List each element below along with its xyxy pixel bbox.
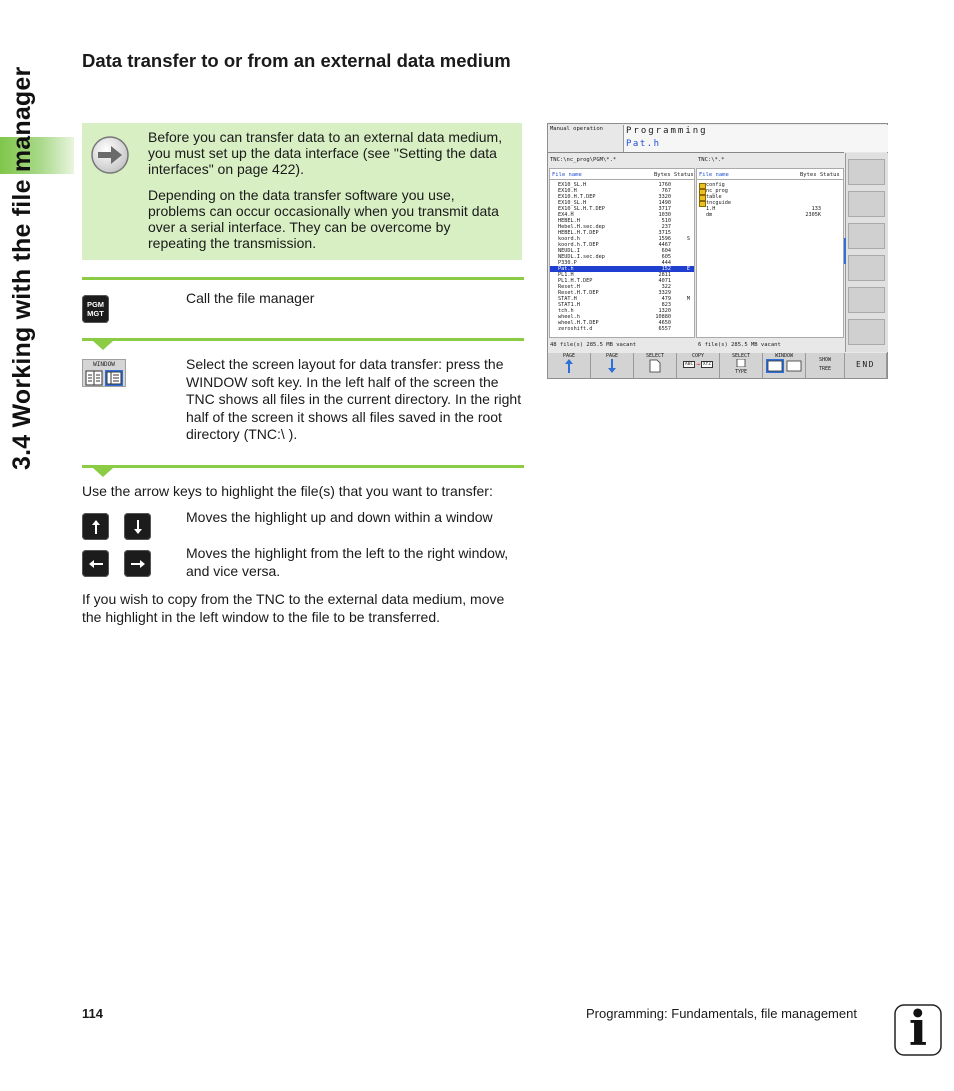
vertical-softkey[interactable] [848,159,885,185]
file-name: wheel.h [558,314,580,320]
file-bytes: 444 [661,260,671,266]
divider-rule [82,338,524,341]
file-name: table [706,194,722,200]
show-tree-label-1: SHOW [818,357,832,363]
file-name: HEBEL.H.T.DEP [558,230,599,236]
file-bytes: 1760 [658,182,671,188]
file-name: EX10_SL.H.T.DEP [558,206,605,212]
arrow-keys-intro: Use the arrow keys to highlight the file(s) that you want to transfer: [82,483,493,499]
window-softkey [82,359,126,387]
arrow-right-icon [130,559,146,569]
right-file-list[interactable] [696,168,844,338]
select-layout-text: Select the screen layout for data transfer: press the WINDOW soft key. In the left half of the screen the TNC shows all files in the current directory. In the right half of the screen it shows all files saved in the root directory (TNC:\ ). [186,356,522,442]
file-bytes: 605 [661,254,671,260]
file-bytes: 4650 [658,320,671,326]
right-status: 6 file(s) 285.5 MB vacant [698,342,781,348]
file-bytes: 4071 [658,278,671,284]
arrow-up-icon [565,359,573,373]
section-heading: Data transfer to or from an external data medium [82,50,511,71]
note-paragraph-2: Depending on the data transfer software you use, problems can occur occasionally when you transmit data over a serial interface. They can be overcome by repeating the transmission. [148,187,499,251]
file-bytes: 823 [661,302,671,308]
file-bytes: 4467 [658,242,671,248]
arrow-left-key [82,550,109,577]
vertical-softkey[interactable] [848,191,885,217]
page-up-softkey[interactable] [548,353,591,378]
file-bytes: 1030 [658,212,671,218]
file-bytes: 2811 [658,272,671,278]
arrow-right-icon [90,135,130,175]
page-up-label: PAGE [562,353,576,359]
arrow-up-icon [91,519,101,535]
divider-rule [82,277,524,280]
split-window-icon [85,370,123,386]
file-name: NEUDL.I.sec.dep [558,254,605,260]
end-label: END [856,360,875,369]
arrow-up-down-text: Moves the highlight up and down within a window [186,509,493,525]
file-name: P330.P [558,260,577,266]
left-rows [550,182,694,337]
document-icon [648,359,662,373]
arrow-down-icon [133,519,143,535]
copy-from-label: ABC [685,362,694,367]
select-type-softkey[interactable] [720,353,763,378]
file-name: Pat.h [558,266,574,272]
file-bytes: 3717 [658,206,671,212]
file-bytes: 3320 [658,194,671,200]
arrow-left-icon [88,559,104,569]
file-name: dm [706,212,713,218]
file-bytes: 510 [661,218,671,224]
scroll-indicator [844,238,846,264]
file-name: tncguide [706,200,731,206]
left-col-bytes-status: Bytes Status [654,172,694,178]
left-file-list[interactable] [549,168,695,338]
file-name: STAT.H [558,296,577,302]
file-name: STAT1.H [558,302,580,308]
pgm-mgt-key [82,295,109,323]
file-name: HEBEL.H [558,218,580,224]
file-name: nc_prog [706,188,728,194]
pgm-key-label: PGM [86,300,105,309]
copy-instruction-text: If you wish to copy from the TNC to the external data medium, move the highlight in the left window to the file to be transferred. [82,591,505,625]
file-name: Reset.H.T.DEP [558,290,599,296]
select-type-label-2: TYPE [734,369,748,375]
copy-to-label: XYZ [702,362,711,367]
info-icon [894,1001,942,1057]
call-file-manager-text: Call the file manager [186,290,315,306]
page-down-softkey[interactable] [591,353,634,378]
file-status: S [686,236,690,242]
file-name: Reset.H [558,284,580,290]
file-bytes: 1596 [658,236,671,242]
vertical-softkey[interactable] [848,319,885,345]
copy-label: COPY [691,353,705,359]
file-name: zeroshift.d [558,326,593,332]
file-name: PL1.H [558,272,574,278]
file-name: 1.H [706,206,716,212]
file-name: koord.h [558,236,580,242]
vertical-softkey[interactable] [848,287,885,313]
arrow-left-right-text: Moves the highlight from the left to the right window, and vice versa. [186,545,509,579]
file-name: EX10.H [558,188,577,194]
file-bytes: 3329 [658,290,671,296]
right-col-bytes-status: Bytes Status [800,172,840,178]
file-name: NEUDL.I [558,248,580,254]
arrow-up-key [82,513,109,540]
select-label: SELECT [645,353,665,359]
footer-text: Programming: Fundamentals, file management [586,1006,857,1021]
copy-softkey[interactable] [677,353,720,378]
show-tree-label-2: TREE [818,366,832,372]
end-softkey[interactable] [845,353,887,378]
file-name: config [706,182,725,188]
file-bytes: 767 [661,188,671,194]
tnc-screen [547,123,888,379]
file-bytes: 322 [661,284,671,290]
right-rows [697,182,843,262]
arrow-right-key [124,550,151,577]
file-bytes: 604 [661,248,671,254]
file-bytes: 479 [661,296,671,302]
info-letter: i [908,1001,928,1057]
file-name: tch.h [558,308,574,314]
copy-arrow-icon: → [696,361,700,368]
chapter-title: 3.4 Working with the file manager [8,66,36,470]
file-bytes: 2305K [805,212,821,218]
note-paragraph-1: Before you can transfer data to an external data medium, you must set up the data interface (see "Setting the data interfaces" on page 422). [148,129,503,177]
select-softkey[interactable] [634,353,677,378]
file-name: EX4.H [558,212,574,218]
arrow-down-icon [608,359,616,373]
file-name: EX10_SL.H [558,182,587,188]
page-down-label: PAGE [605,353,619,359]
vertical-softkey[interactable] [848,223,885,249]
window-softkey-tnc[interactable] [763,353,806,378]
window-softkey-label: WINDOW [93,361,115,368]
file-bytes: 1320 [658,308,671,314]
document-stack-icon [734,359,748,367]
right-col-file-name: File name [699,172,729,178]
file-name: Hebel.H.sec.dep [558,224,605,230]
mode-panel [623,125,888,152]
page-number: 114 [82,1006,103,1021]
select-type-label-1: SELECT [731,353,751,359]
left-path: TNC:\nc_prog\PGM\*.* [550,157,617,163]
arrow-down-key [124,513,151,540]
file-bytes: 152 [661,266,671,272]
file-name: wheel.H.T.DEP [558,320,599,326]
window-tnc-label: WINDOW [774,353,794,359]
file-status: E [686,266,690,272]
file-bytes: 6557 [658,326,671,332]
vertical-softkey[interactable] [848,255,885,281]
vertical-softkey-bar [845,153,888,352]
mode-label: Manual operation [550,126,603,132]
split-window-icon [766,359,802,373]
file-bytes: 133 [811,206,821,212]
step-arrow [93,341,113,350]
file-row[interactable] [550,326,694,332]
step-arrow [93,468,113,477]
mgt-key-label: MGT [87,309,104,318]
left-status: 48 file(s) 285.5 MB vacant [550,342,637,348]
file-row[interactable] [697,212,843,218]
show-tree-softkey[interactable] [806,353,845,378]
file-name: koord.h.T.DEP [558,242,599,248]
file-status: M [686,296,690,302]
file-name: EX10_SL.H [558,200,587,206]
file-bytes: 3715 [658,230,671,236]
mode-title: Programming [626,126,708,136]
file-name: EX10.H.T.DEP [558,194,596,200]
current-filename: Pat.h [626,139,661,149]
left-col-file-name: File name [552,172,582,178]
file-name: PL1.H.T.DEP [558,278,593,284]
right-path: TNC:\*.* [698,157,725,163]
file-bytes: 237 [661,224,671,230]
file-bytes: 10880 [655,314,671,320]
file-bytes: 1490 [658,200,671,206]
divider-rule [82,465,524,468]
